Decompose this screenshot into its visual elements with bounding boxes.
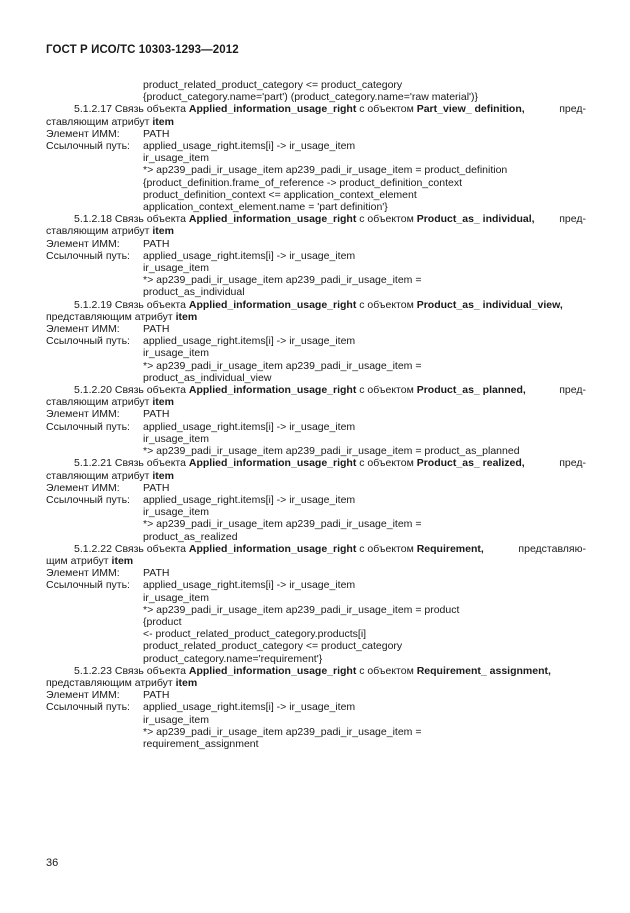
reference-label: Ссылочный путь: — [46, 420, 130, 433]
reference-line: applied_usage_right.items[i] -> ir_usage_item — [143, 420, 356, 433]
element-row — [46, 238, 586, 250]
reference-line: *> ap239_padi_ir_usage_item ap239_padi_ir_usage_item = — [143, 725, 422, 738]
attribute-name: item — [175, 310, 198, 323]
applied-object-name: Applied_information_usage_right — [188, 103, 357, 116]
section-5-1-2-19 — [46, 299, 586, 384]
reference-line: <- product_related_product_category.products[i] — [143, 628, 367, 641]
intro-text: Связь объекта — [114, 457, 186, 470]
section-heading-continuation — [46, 225, 586, 237]
reference-label: Ссылочный путь: — [46, 493, 130, 506]
reference-line: applied_usage_right.items[i] -> ir_usage_item — [143, 701, 356, 714]
section-heading-continuation — [46, 311, 586, 323]
reference-line: ir_usage_item — [143, 506, 209, 519]
section-number: 5.1.2.22 — [74, 542, 112, 555]
reference-line: *> ap239_padi_ir_usage_item ap239_padi_ir_usage_item = — [143, 274, 422, 287]
reference-line: ir_usage_item — [143, 262, 209, 275]
element-row — [46, 482, 586, 494]
reference-label: Ссылочный путь: — [46, 701, 130, 714]
reference-row — [46, 421, 586, 433]
reference-line: ir_usage_item — [143, 347, 209, 360]
with-object-text: с объектом — [359, 298, 414, 311]
with-object-text: с объектом — [359, 542, 414, 555]
reference-line: *> ap239_padi_ir_usage_item ap239_padi_ir_usage_item = product — [143, 603, 460, 616]
reference-label: Ссылочный путь: — [46, 335, 130, 348]
section-5-1-2-17 — [46, 103, 586, 213]
with-object-text: с объектом — [359, 664, 414, 677]
applied-object-name: Applied_information_usage_right — [188, 298, 357, 311]
page-number: 36 — [46, 857, 59, 869]
reference-line: product_related_product_category <= product_category — [143, 640, 403, 653]
section-5-1-2-18 — [46, 213, 586, 298]
element-label: Элемент ИММ: — [46, 323, 120, 336]
section-heading-line — [46, 384, 586, 396]
element-value: PATH — [143, 237, 170, 250]
reference-line: ir_usage_item — [143, 713, 209, 726]
section-number: 5.1.2.21 — [74, 457, 112, 470]
reference-line: applied_usage_right.items[i] -> ir_usage_item — [143, 579, 356, 592]
reference-line: *> ap239_padi_ir_usage_item ap239_padi_ir_usage_item = — [143, 518, 422, 531]
reference-line: applied_usage_right.items[i] -> ir_usage_item — [143, 335, 356, 348]
attribute-name: item — [152, 396, 174, 409]
target-object-name: Requirement_ assignment, — [416, 664, 551, 677]
sections-container — [46, 103, 586, 750]
reference-row — [46, 494, 586, 506]
target-object-name: Product_as_ individual, — [416, 213, 535, 226]
element-row — [46, 567, 586, 579]
heading-tail: пред- — [559, 384, 586, 397]
continuation-line: product_related_product_category <= product_category — [143, 79, 403, 91]
attribute-name: item — [175, 676, 198, 689]
reference-line: application_context_element.name = 'part definition'} — [143, 201, 388, 214]
target-object-name: Product_as_ individual_view, — [416, 298, 563, 311]
section-5-1-2-22 — [46, 543, 586, 665]
reference-line: product_category.name='requirement'} — [143, 652, 323, 665]
element-value: PATH — [143, 689, 170, 702]
section-heading-line — [46, 543, 586, 555]
element-row — [46, 408, 586, 420]
reference-line: *> ap239_padi_ir_usage_item ap239_padi_ir_usage_item = product_as_planned — [143, 445, 520, 458]
section-heading-line — [46, 665, 586, 677]
heading-continuation-text: представляющим атрибут — [46, 676, 173, 689]
section-5-1-2-20 — [46, 384, 586, 457]
element-label: Элемент ИММ: — [46, 127, 120, 140]
element-row — [46, 323, 586, 335]
heading-continuation-text: ставляющим атрибут — [46, 396, 150, 409]
section-heading-line — [46, 213, 586, 225]
reference-line: ir_usage_item — [143, 591, 209, 604]
attribute-name: item — [152, 469, 174, 482]
section-heading-line — [46, 299, 586, 311]
reference-row — [46, 335, 586, 347]
reference-line: *> ap239_padi_ir_usage_item ap239_padi_ir_usage_item = — [143, 359, 422, 372]
element-label: Элемент ИММ: — [46, 237, 120, 250]
section-5-1-2-23 — [46, 665, 586, 750]
element-label: Элемент ИММ: — [46, 567, 120, 580]
section-heading-continuation — [46, 677, 586, 689]
heading-continuation-text: щим атрибут — [46, 554, 109, 567]
document-body — [46, 79, 586, 750]
reference-line: applied_usage_right.items[i] -> ir_usage_item — [143, 140, 356, 153]
reference-line: applied_usage_right.items[i] -> ir_usage_item — [143, 249, 356, 262]
reference-label: Ссылочный путь: — [46, 579, 130, 592]
intro-text: Связь объекта — [114, 103, 186, 116]
section-heading-continuation — [46, 396, 586, 408]
section-number: 5.1.2.17 — [74, 103, 112, 116]
with-object-text: с объектом — [359, 213, 414, 226]
intro-text: Связь объекта — [114, 213, 186, 226]
heading-tail: пред- — [559, 103, 586, 116]
reference-line: requirement_assignment — [143, 737, 259, 750]
heading-tail: представляю- — [518, 542, 586, 555]
with-object-text: с объектом — [359, 457, 414, 470]
reference-row — [46, 140, 586, 152]
section-number: 5.1.2.18 — [74, 213, 112, 226]
reference-line: {product_definition.frame_of_reference -> product_definition_context — [143, 176, 462, 189]
continuation-line: {product_category.name='part') (product_category.name='raw material')} — [143, 91, 479, 104]
applied-object-name: Applied_information_usage_right — [188, 542, 357, 555]
heading-continuation-text: ставляющим атрибут — [46, 115, 150, 128]
element-row — [46, 128, 586, 140]
element-value: PATH — [143, 481, 170, 494]
heading-tail: пред- — [559, 213, 586, 226]
reference-line: product_as_individual — [143, 286, 245, 299]
heading-continuation-text: ставляющим атрибут — [46, 469, 150, 482]
intro-text: Связь объекта — [114, 664, 186, 677]
applied-object-name: Applied_information_usage_right — [188, 384, 357, 397]
target-object-name: Product_as_ planned, — [416, 384, 526, 397]
attribute-name: item — [152, 115, 174, 128]
attribute-name: item — [152, 225, 174, 238]
applied-object-name: Applied_information_usage_right — [188, 213, 357, 226]
section-heading-continuation — [46, 470, 586, 482]
target-object-name: Requirement, — [416, 542, 484, 555]
element-row — [46, 689, 586, 701]
reference-label: Ссылочный путь: — [46, 249, 130, 262]
element-label: Элемент ИММ: — [46, 481, 120, 494]
intro-text: Связь объекта — [114, 542, 186, 555]
attribute-name: item — [111, 554, 134, 567]
heading-tail: пред- — [559, 457, 586, 470]
reference-line: ir_usage_item — [143, 152, 209, 165]
document-header: ГОСТ Р ИСО/ТС 10303-1293—2012 — [46, 44, 239, 56]
element-value: PATH — [143, 567, 170, 580]
with-object-text: с объектом — [359, 103, 414, 116]
applied-object-name: Applied_information_usage_right — [188, 457, 357, 470]
reference-line: {product — [143, 615, 182, 628]
heading-continuation-text: представляющим атрибут — [46, 310, 173, 323]
target-object-name: Product_as_ realized, — [416, 457, 525, 470]
section-heading-line — [46, 457, 586, 469]
reference-row — [46, 250, 586, 262]
reference-line: product_definition_context <= application_context_element — [143, 188, 417, 201]
element-label: Элемент ИММ: — [46, 689, 120, 702]
with-object-text: с объектом — [359, 384, 414, 397]
reference-row — [46, 701, 586, 713]
intro-text: Связь объекта — [114, 298, 186, 311]
target-object-name: Part_view_ definition, — [416, 103, 525, 116]
intro-text: Связь объекта — [114, 384, 186, 397]
element-value: PATH — [143, 127, 170, 140]
reference-line: product_as_realized — [143, 530, 238, 543]
reference-row — [46, 579, 586, 591]
reference-line: product_as_individual_view — [143, 371, 272, 384]
element-label: Элемент ИММ: — [46, 408, 120, 421]
reference-line: applied_usage_right.items[i] -> ir_usage_item — [143, 493, 356, 506]
section-number: 5.1.2.23 — [74, 664, 112, 677]
reference-line: *> ap239_padi_ir_usage_item ap239_padi_ir_usage_item = product_definition — [143, 164, 508, 177]
section-heading-line — [46, 103, 586, 115]
element-value: PATH — [143, 408, 170, 421]
section-5-1-2-21 — [46, 457, 586, 542]
applied-object-name: Applied_information_usage_right — [188, 664, 357, 677]
section-number: 5.1.2.20 — [74, 384, 112, 397]
reference-label: Ссылочный путь: — [46, 140, 130, 153]
reference-line: ir_usage_item — [143, 432, 209, 445]
heading-continuation-text: ставляющим атрибут — [46, 225, 150, 238]
section-heading-continuation — [46, 555, 586, 567]
element-value: PATH — [143, 323, 170, 336]
section-heading-continuation — [46, 116, 586, 128]
section-number: 5.1.2.19 — [74, 298, 112, 311]
